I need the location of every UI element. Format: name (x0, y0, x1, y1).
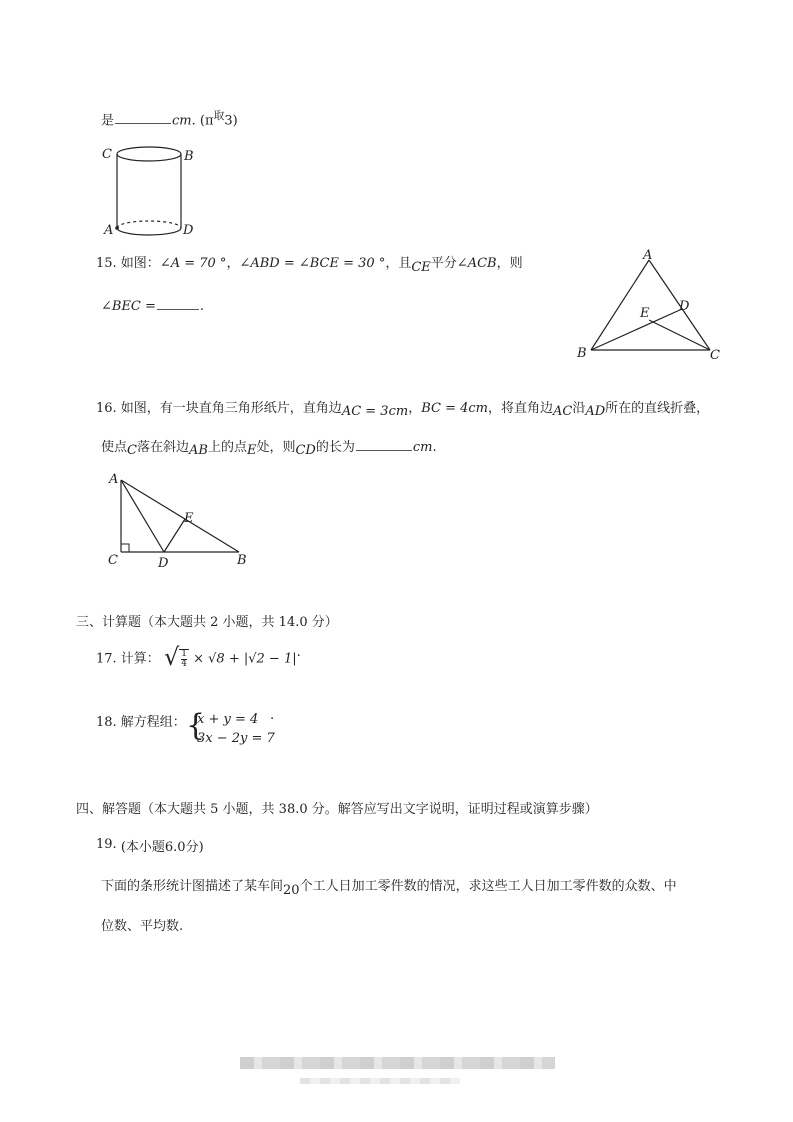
pi-note-val: 3) (224, 113, 238, 129)
q16-ac2: AC (553, 404, 573, 419)
pi-note-open: (π (199, 113, 214, 129)
q16-c: C (127, 443, 137, 458)
q19-line1-b: 个工人日加工零件数的情况，求这些工人日加工零件数的众数、中 (299, 879, 677, 894)
label-a: A (109, 472, 119, 487)
label-e: E (640, 306, 650, 321)
q16-e: E (246, 443, 257, 458)
q19-line2: 位数、平均数. (101, 919, 184, 934)
q16-line2 (101, 436, 437, 458)
q16-sep: ， (408, 401, 422, 416)
label-d: D (158, 556, 169, 571)
q16-line2-b: 落在斜边 (136, 440, 189, 455)
q16-line2-e: 的长为 (315, 440, 355, 455)
q15-line2 (101, 299, 204, 314)
label-e: E (184, 511, 194, 526)
q15-ask: ∠BEC = (101, 299, 156, 314)
q14-line (101, 108, 238, 128)
q19-num: 19. (96, 837, 117, 852)
answer-blank (157, 309, 199, 310)
q16-line1-a: 16. 如图，有一块直角三角形纸片，直角边 (96, 401, 342, 416)
q15-line1 (96, 252, 523, 275)
label-a: A (643, 248, 653, 263)
q16-line2-c: 上的点 (207, 440, 247, 455)
triangle-figure-q15 (570, 248, 730, 366)
q16-cd: CD (295, 443, 316, 458)
q16-ac: AC = 3cm (341, 404, 409, 419)
q19-line1 (101, 875, 677, 898)
q17-num: 17. 计算： (96, 651, 160, 667)
q17-end: . (296, 645, 301, 660)
label-b: B (237, 553, 247, 568)
label-b: B (184, 149, 194, 164)
q16-line1-c: 所在的直线折叠， (605, 401, 710, 416)
q19-score: (本小题6.0分) (120, 840, 204, 855)
label-d: D (679, 299, 690, 314)
q15-then: ，则 (496, 256, 523, 271)
q16-line2-a: 使点 (101, 440, 128, 455)
q15-acb: ∠ACB (456, 256, 497, 271)
q15-bisect: 平分 (430, 256, 457, 271)
q16-bc: BC = 4cm (421, 401, 488, 416)
pi-note-take: 取 (213, 109, 225, 122)
q18-eq2: 3x − 2y = 7 (197, 731, 275, 746)
q19-line1-a: 下面的条形统计图描述了某车间 (101, 879, 284, 894)
q16-line1-b: ，将直角边 (487, 401, 553, 416)
q16-line1 (96, 397, 710, 419)
q18-num: 18. 解方程组： (96, 715, 186, 730)
blurred-footer-sub (300, 1078, 460, 1084)
label-c: C (108, 553, 118, 568)
equation-brace: { (186, 708, 206, 743)
section-3-title: 三、计算题（本大题共 2 小题，共 14.0 分） (76, 615, 338, 630)
q14-unit: cm. (172, 113, 196, 129)
label-c: C (102, 147, 112, 162)
q18-eq1: x + y = 4 (197, 712, 259, 727)
q15-ce: CE (411, 260, 431, 275)
section-4-title: 四、解答题（本大题共 5 小题，共 38.0 分。解答应写出文字说明，证明过程或演算步骤） (76, 802, 598, 817)
q16-ab: AB (188, 443, 208, 458)
q15-num: 15. 如图： (96, 256, 160, 271)
label-a: A (104, 223, 114, 238)
cylinder-figure (100, 140, 200, 240)
q15-end: . (199, 299, 205, 314)
q16-line2-d: 处，则 (256, 440, 296, 455)
fraction (179, 649, 189, 669)
label-c: C (710, 348, 720, 363)
q19-header (96, 833, 204, 855)
q15-cond2: ∠ABD = ∠BCE = 30 ° (239, 256, 386, 271)
q16-unit: cm. (412, 440, 437, 455)
q14-prefix: 是 (101, 113, 115, 129)
frac-den: 4 (181, 659, 187, 669)
q17-rest: × √8 + |√2 − 1| (193, 651, 297, 667)
frac-num: 1 (181, 649, 187, 659)
label-b: B (577, 346, 587, 361)
q15-sep1: ， (226, 256, 240, 271)
sqrt-sign: √ (163, 643, 180, 671)
q16-along: 沿 (572, 401, 586, 416)
right-triangle-figure-q16 (100, 470, 260, 572)
blurred-footer (240, 1057, 555, 1069)
answer-blank (356, 450, 412, 451)
label-d: D (183, 223, 194, 238)
q15-sep2: ，且 (385, 256, 412, 271)
q19-n: 20 (283, 883, 300, 898)
q16-ad: AD (585, 404, 606, 419)
q15-cond1: ∠A = 70 ° (159, 256, 227, 271)
q18-end: . (270, 708, 275, 723)
q17-line (96, 645, 301, 673)
answer-blank (115, 123, 171, 124)
